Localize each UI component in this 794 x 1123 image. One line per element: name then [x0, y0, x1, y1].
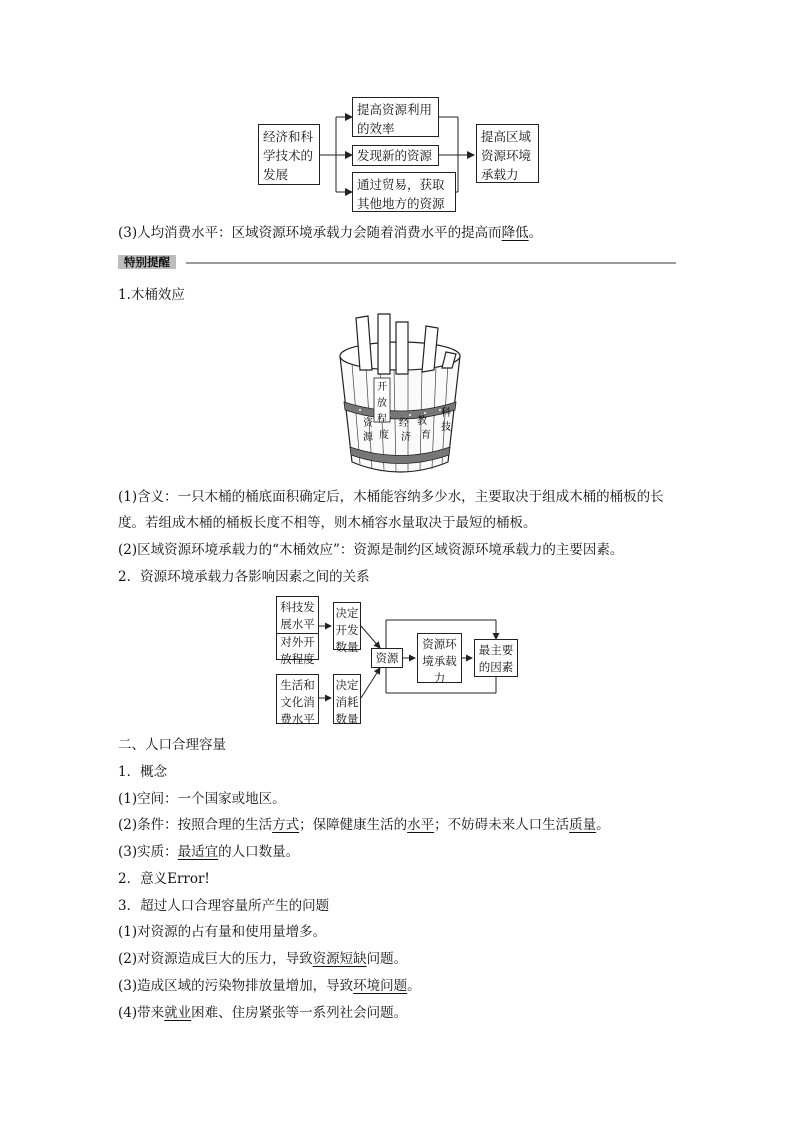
- node-text: 的因素: [478, 660, 514, 674]
- concept-space: (1)空间：一个国家或地区。: [118, 791, 286, 807]
- capacity-node: [417, 633, 462, 683]
- answer-underline: 方式: [272, 817, 300, 833]
- node-text: 力: [433, 671, 446, 685]
- answer-underline: 环境问题: [353, 978, 408, 994]
- bucket-label-tech: 科: [441, 408, 451, 419]
- text: (3)人均消费水平：区域资源环境承载力会随着消费水平的提高而: [118, 225, 502, 241]
- diagram1-middle-line: 提高资源利用: [357, 102, 433, 117]
- node-text: 对外开: [280, 635, 315, 649]
- answer-underline: 就业: [164, 1005, 192, 1021]
- concept-title: 1．概念: [118, 764, 168, 780]
- text: 困难、住房紧张等一系列社会问题。: [191, 1005, 408, 1021]
- resource-node: [371, 648, 403, 668]
- node-text: 开发: [335, 623, 359, 637]
- bucket-effect-title: 1.木桶效应: [118, 287, 185, 303]
- bucket-label-open: 开: [377, 382, 387, 393]
- part2-title: 二、人口合理容量: [118, 737, 226, 753]
- node-text: 费水平: [280, 712, 315, 726]
- bucket-label-resource: 源: [363, 432, 373, 443]
- diagram1-middle-line: 通过贸易，获取: [357, 177, 445, 192]
- text: ；不妨碍未来人口生活: [434, 817, 570, 833]
- diagram1-left-line: 经济和科: [263, 129, 314, 144]
- answer-underline: 最适宜: [177, 844, 219, 860]
- bucket-label-degree: 度: [379, 430, 389, 441]
- bucket-meaning-line1: (1)含义：一只木桶的桶底面积确定后，木桶能容纳多少水，主要取决于组成木桶的桶板的长: [118, 489, 664, 505]
- node-text: 文化消: [280, 695, 315, 709]
- node-text: 境承载: [422, 654, 457, 668]
- bucket-label-education: 育: [421, 430, 431, 441]
- text: (3)造成区域的污染物排放量增加，导致: [118, 978, 354, 994]
- bucket-label-education: 教: [417, 416, 427, 427]
- diagram1-middle-line: 其他地方的资源: [357, 196, 445, 211]
- node-text: 展水平: [277, 616, 318, 634]
- bucket-label-economy: 济: [401, 432, 411, 443]
- answer-underline: 水平: [407, 817, 435, 833]
- text: 的人口数量。: [218, 844, 300, 860]
- answer-underline: 降低: [501, 225, 529, 241]
- diagram1-right-line: 提高区域: [481, 129, 532, 144]
- bucket-meaning-line2: 度。若组成木桶的桶板长度不相等，则木桶容水量取决于最短的桶板。: [118, 515, 537, 531]
- problem-4: [118, 1003, 407, 1023]
- tech-level-openness-box: [276, 596, 319, 666]
- text: 。: [407, 978, 421, 994]
- section2-title: 2．资源环境承载力各影响因素之间的关系: [118, 569, 370, 585]
- main-factor-node: [474, 639, 518, 677]
- significance-title: 2．意义Error!: [118, 871, 210, 887]
- diagram1-middle-line: 发现新的资源: [357, 148, 433, 163]
- decide-consumption-box: [333, 674, 361, 724]
- bucket-effect-capacity: (2)区域资源环境承载力的“木桶效应”：资源是制约区域资源环境承载力的主要因素。: [118, 542, 624, 558]
- node-text: 放程度: [280, 652, 315, 666]
- bucket-label-resource: 资: [363, 418, 373, 429]
- node-text: 数量: [335, 640, 359, 654]
- diagram1-left-line: 学技术的: [263, 148, 314, 163]
- problems-title: 3．超过人口合理容量所产生的问题: [118, 898, 330, 914]
- problem-2: [118, 949, 407, 969]
- text: (3)实质：: [118, 844, 178, 860]
- concept-condition: [118, 815, 610, 835]
- concept-essence: [118, 842, 299, 862]
- node-text: 数量: [335, 712, 359, 726]
- text: 。: [596, 817, 610, 833]
- diagram1-right-line: 承载力: [481, 167, 519, 182]
- problem-1: (1)对资源的占有量和使用量增多。: [118, 924, 327, 940]
- answer-underline: 质量: [569, 817, 597, 833]
- node-text: 科技发: [280, 600, 315, 614]
- text: ；保障健康生活的: [299, 817, 408, 833]
- bucket-label-economy: 经: [399, 418, 409, 429]
- node-text: 最主要: [478, 643, 514, 657]
- node-text: 生活和: [280, 678, 315, 692]
- diagram1-right-line: 资源环境: [481, 148, 532, 163]
- text: (2)对资源造成巨大的压力，导致: [118, 951, 313, 967]
- diagram1-middle-line: 的效率: [357, 121, 395, 136]
- text: 问题。: [366, 951, 408, 967]
- node-text: 资源: [375, 651, 399, 665]
- text: (4)带来: [118, 1005, 165, 1021]
- bucket-label-open: 放: [377, 398, 387, 409]
- special-reminder-label: 特别提醒: [118, 255, 176, 269]
- bucket-label-tech: 技: [441, 422, 451, 433]
- node-text: 决定: [335, 678, 359, 692]
- problem-3: [118, 976, 421, 996]
- text: 。: [528, 225, 543, 241]
- decide-development-box: [333, 602, 361, 654]
- diagram1-left-line: 发展: [263, 167, 289, 182]
- node-text: 消耗: [335, 695, 359, 709]
- node-text: 资源环: [422, 637, 457, 651]
- answer-underline: 资源短缺: [312, 951, 367, 967]
- node-text: 决定: [335, 606, 359, 620]
- text: (2)条件：按照合理的生活: [118, 817, 273, 833]
- bucket-label-degree: 程: [377, 414, 387, 425]
- consumption-level-box: [276, 674, 319, 724]
